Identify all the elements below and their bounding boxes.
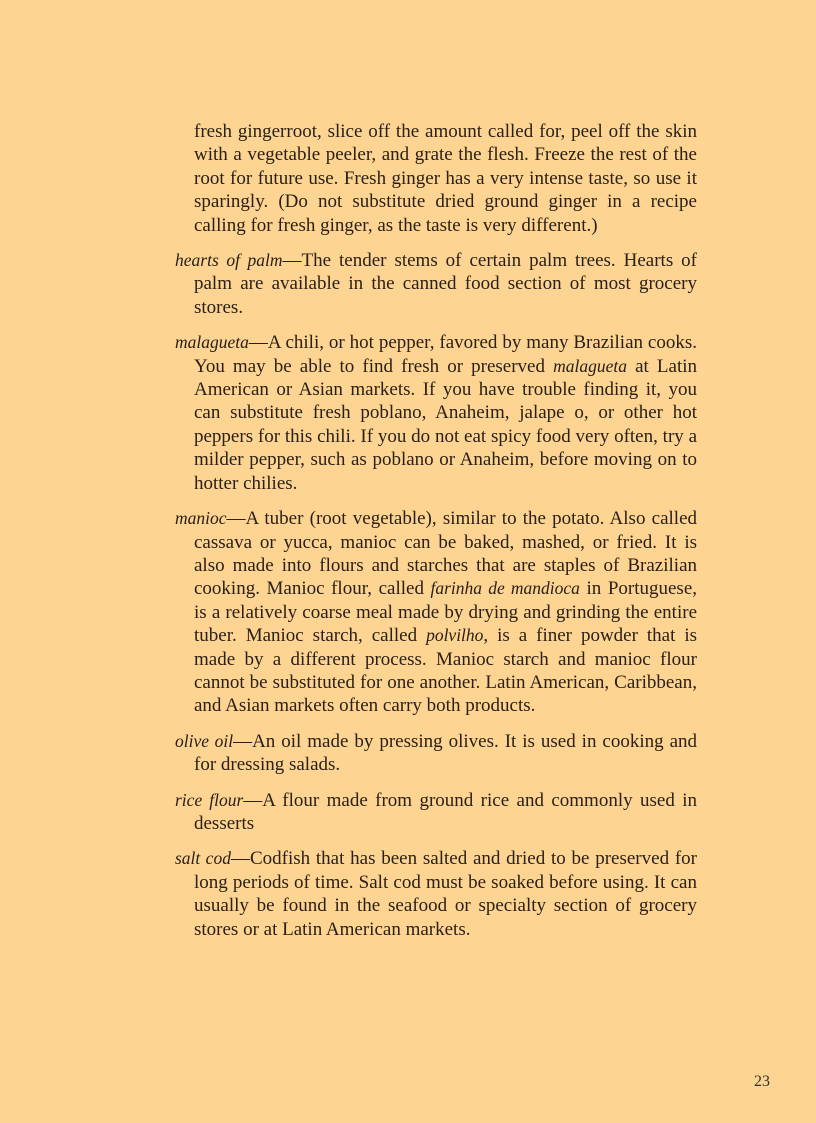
- entry-definition-part: at Latin American or Asian markets. If you have trouble finding it, you can substitute fresh poblano, Anaheim, jalape o, or other hot peppers for this chili. If you do not eat spicy food very often, try a milder pepper, such as poblano or Anaheim, before moving on to hotter chilies.: [194, 355, 698, 494]
- entry-term: rice flour: [175, 789, 244, 810]
- entry-term: olive oil: [175, 730, 234, 751]
- entry-definition: —A flour made from ground rice and commonly used in desserts: [194, 789, 697, 834]
- page-number: 23: [754, 1073, 770, 1090]
- entry-definition-part: —A tuber (root vegetable), similar to the potato. Also called cassava or yucca, manioc can be baked, mashed, or fried. It is also made into flours and starches that are staples of Brazilian cooking. Manioc flour, called: [194, 508, 697, 600]
- entry-term: malagueta: [175, 332, 249, 353]
- entry-emphasis: farinha de mandioca: [430, 578, 580, 599]
- entry-emphasis: malagueta: [553, 355, 627, 376]
- glossary-entry-malagueta: [175, 331, 697, 495]
- glossary-entry-olive-oil: [175, 730, 697, 777]
- entry-definition: —The tender stems of certain palm trees. Hearts of palm are available in the canned food section of most grocery stores.: [194, 250, 697, 318]
- entry-definition-part: —A chili, or hot pepper, favored by many Brazilian cooks. You may be able to find fresh or preserved: [194, 332, 697, 377]
- entry-definition: —Codfish that has been salted and dried to be preserved for long periods of time. Salt cod must be soaked before using. It can usually be found in the seafood or specialty section of grocery stores or at Latin American markets.: [194, 848, 697, 940]
- entry-text: fresh gingerroot, slice off the amount called for, peel off the skin with a vegetable peeler, and grate the flesh. Freeze the rest of the root for future use. Fresh ginger has a very intense taste, so use it sparingly. (Do not substitute dried ground ginger in a recipe calling for fresh ginger, as the taste is very different.): [194, 121, 697, 236]
- entry-definition-part: , is a finer powder that is made by a different process. Manioc starch and manioc flour cannot be substituted for one another. Latin American, Caribbean, and Asian markets often carry both products.: [194, 625, 697, 717]
- entry-definition: —An oil made by pressing olives. It is used in cooking and for dressing salads.: [194, 730, 698, 776]
- glossary-entry-salt-cod: [175, 847, 697, 941]
- entry-term: hearts of palm: [175, 250, 283, 271]
- entry-term: salt cod: [175, 848, 231, 869]
- entry-definition-part: in Portuguese, is a relatively coarse meal made by drying and grinding the entire tuber. Manioc starch, called: [194, 578, 698, 647]
- glossary-entry-manioc: [175, 507, 697, 718]
- entry-term: manioc: [175, 508, 227, 529]
- glossary: [175, 120, 697, 953]
- entry-emphasis: polvilho: [426, 625, 484, 646]
- glossary-entry-rice-flour: [175, 789, 697, 836]
- glossary-entry-hearts-of-palm: [175, 249, 697, 319]
- glossary-entry-ginger-continued: [175, 120, 697, 237]
